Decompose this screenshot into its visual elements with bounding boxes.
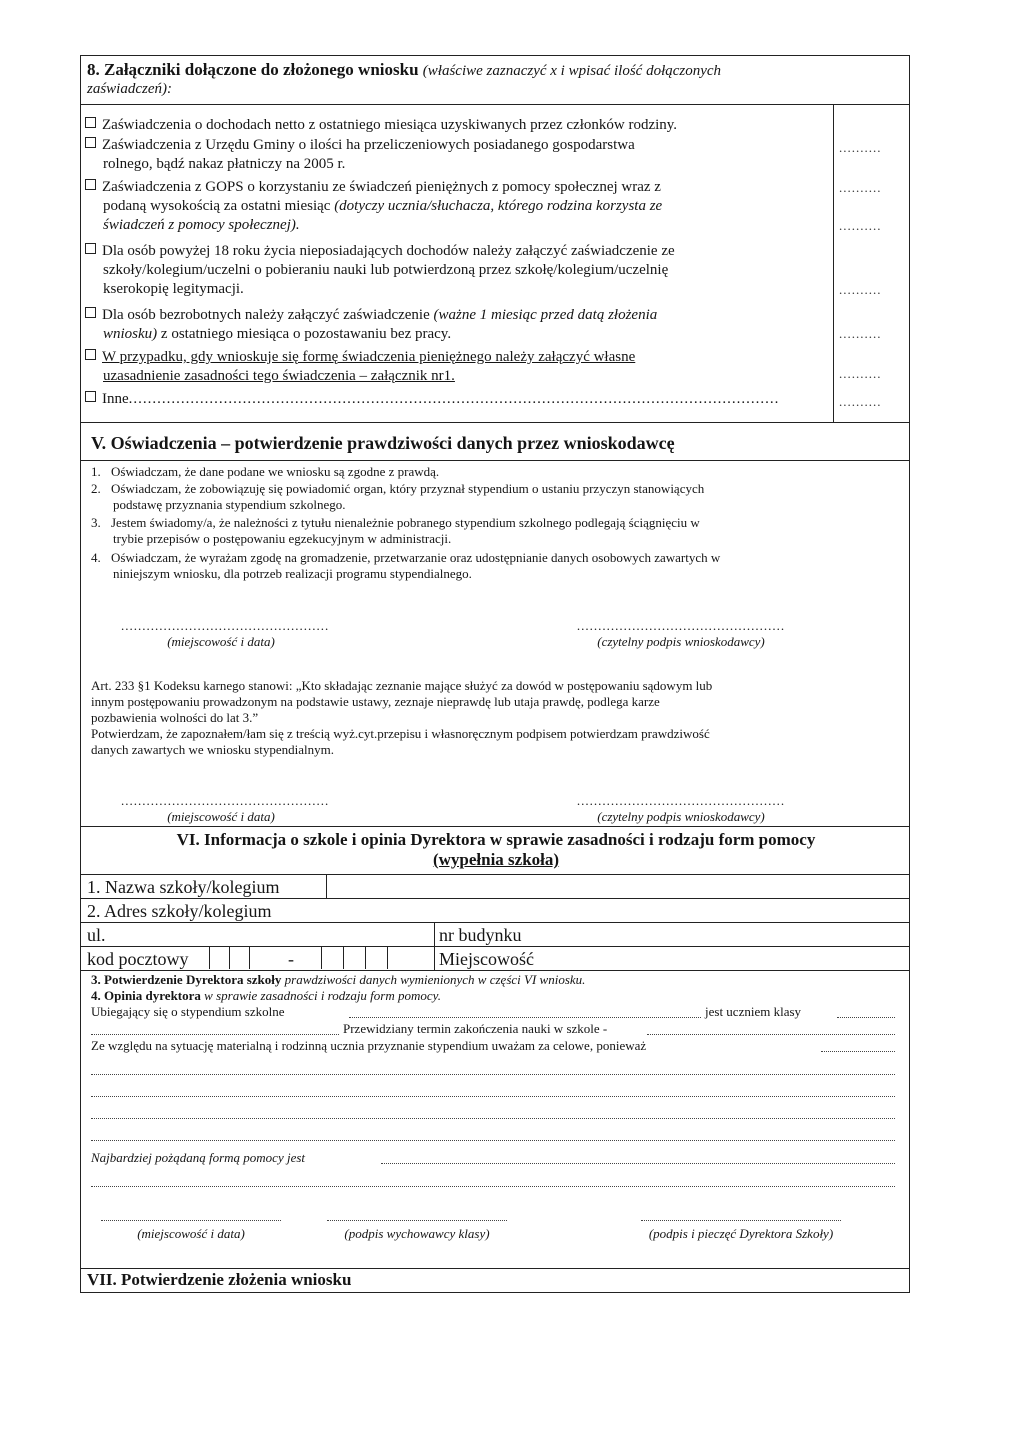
count-column-divider [833, 104, 834, 422]
other-input[interactable]: ......................................................................................................................................... [128, 391, 780, 407]
attachment-item-2: Zaświadczenia z Urzędu Gminy o ilości ha przeliczeniowych posiadanego gospodarstwa rolnego, bądź nakaz płatniczy na 2005 r. [85, 136, 810, 174]
statement-2: 2. Oświadczam, że zobowiązuję się powiadomić organ, który przyznał stypendium o ustaniu przyczyn stanowiących podstawę przyznania stypendium szkolnego. [91, 481, 705, 512]
term-label: Przewidziany termin zakończenia nauki w szkole - [343, 1021, 608, 1036]
applicant-signature-1: ................................................. (czytelny podpis wnioskodawcy) [561, 618, 801, 650]
postal-box-divider [209, 947, 210, 969]
attachment-item-4: Dla osób powyżej 18 roku życia nieposiadających dochodów należy załączyć zaświadczenie ze szkoły/kolegium/uczelni o pobieraniu nauki lub potwierdzoną przez szkołę/kolegium/uczelnię kserokopię legitymacji. [85, 242, 810, 299]
place-date-signature-1: ................................................. (miejscowość i data) [121, 618, 330, 649]
signature-field[interactable]: ................................................. [576, 793, 786, 808]
checkbox[interactable] [85, 137, 96, 148]
postal-box-divider [321, 947, 322, 969]
section8-title: 8. Załączniki dołączone do złożonego wniosku [87, 60, 419, 79]
postal-box-divider [229, 947, 230, 969]
count-field[interactable]: .......... [839, 180, 882, 195]
postal-digit-5[interactable] [367, 948, 383, 968]
place-date-signature-2: ................................................. (miejscowość i data) [121, 793, 330, 824]
divider [326, 874, 327, 898]
divider [81, 922, 909, 923]
place-date-field[interactable]: ................................................. [121, 793, 330, 808]
checkbox[interactable] [85, 243, 96, 254]
preferred-form-label: Najbardziej pożądaną formą pomocy jest [91, 1150, 306, 1165]
reason-field[interactable] [821, 1051, 895, 1052]
director-opinion: 4. Opinia dyrektora w sprawie zasadności i rodzaju form pomocy. [91, 988, 441, 1003]
section8-header [87, 60, 902, 80]
director-signature-caption: (podpis i pieczęć Dyrektora Szkoły) [648, 1226, 834, 1241]
attachment-item-other: Inne......................................................................................................................................... [85, 390, 810, 409]
place-date-caption: (miejscowość i data) [137, 1226, 245, 1241]
place-date-field[interactable] [101, 1220, 281, 1221]
divider [81, 874, 909, 875]
director-signature-field[interactable] [641, 1220, 841, 1221]
postal-dash: - [288, 949, 294, 969]
school-name-input[interactable] [329, 876, 907, 896]
postal-digit-4[interactable] [345, 948, 361, 968]
checkbox[interactable] [85, 307, 96, 318]
postal-box-divider [249, 947, 250, 969]
count-field[interactable]: .......... [839, 366, 882, 381]
attachment-item-6: W przypadku, gdy wnioskuje się formę świadczenia pieniężnego należy załączyć własne uzasadnienie zasadności tego świadczenia – załącznik nr1. [85, 348, 810, 386]
teacher-signature-caption: (podpis wychowawcy klasy) [344, 1226, 490, 1241]
penal-code-notice: Art. 233 §1 Kodeksu karnego stanowi: „Kto składając zeznanie mające służyć za dowód w postępowaniu sądowym lub innym postępowaniu prowadzonym na podstawie ustawy, zeznaje nieprawdę lub utaja prawdę, podlega karze pozbawienia wolności do lat 3.” Potwierdzam, że zapoznałem/łam się z treścią wyż.cyt.przepisu i własnoręcznym podpisem potwierdzam prawdziwość danych zawartych we wniosku stypendialnym. [91, 678, 713, 757]
divider [81, 104, 909, 105]
term-field[interactable] [647, 1034, 895, 1035]
section8-hint-2: zaświadczeń): [87, 81, 172, 97]
form-page [80, 55, 910, 1293]
checkbox[interactable] [85, 117, 96, 128]
reason-line[interactable] [91, 1096, 895, 1097]
preferred-form-line[interactable] [91, 1186, 895, 1187]
attachment-item-1: Zaświadczenia o dochodach netto z ostatniego miesiąca uzyskiwanych przez członków rodziny. [85, 116, 810, 135]
divider [81, 946, 909, 947]
divider [81, 1268, 909, 1269]
building-no-label: nr budynku [439, 925, 522, 945]
divider [81, 460, 909, 461]
postal-digit-1[interactable] [211, 948, 227, 968]
preferred-form-field[interactable] [381, 1163, 895, 1164]
school-address-label: 2. Adres szkoły/kolegium [87, 901, 272, 921]
divider [81, 898, 909, 899]
section7-title: VII. Potwierdzenie złożenia wniosku [87, 1270, 352, 1289]
count-field[interactable]: .......... [839, 218, 882, 233]
section5-title: V. Oświadczenia – potwierdzenie prawdziwości danych przez wnioskodawcę [91, 433, 675, 453]
section8-hint: (właściwe zaznaczyć x i wpisać ilość dołączonych [422, 63, 722, 79]
postal-box-divider [387, 947, 388, 969]
attachment-item-5: Dla osób bezrobotnych należy załączyć zaświadczenie (ważne 1 miesiąc przed datą złożenia wniosku) z ostatniego miesiąca o pozostawaniu bez pracy. [85, 306, 810, 344]
signature-field[interactable]: ................................................. [576, 618, 786, 633]
postal-box-divider [343, 947, 344, 969]
statement-1: 1. Oświadczam, że dane podane we wniosku są zgodne z prawdą. [91, 464, 440, 479]
class-label: jest uczniem klasy [705, 1004, 802, 1019]
checkbox[interactable] [85, 391, 96, 402]
count-field[interactable]: .......... [839, 326, 882, 341]
count-field[interactable]: .......... [839, 140, 882, 155]
postal-digit-3[interactable] [323, 948, 339, 968]
checkbox[interactable] [85, 349, 96, 360]
reason-line[interactable] [91, 1118, 895, 1119]
postal-box-divider [365, 947, 366, 969]
building-no-input[interactable] [541, 924, 901, 944]
divider [81, 826, 909, 827]
reason-label: Ze względu na sytuację materialną i rodzinną ucznia przyznanie stypendium uważam za celowe, ponieważ [91, 1038, 647, 1053]
reason-line[interactable] [91, 1140, 895, 1141]
teacher-signature-field[interactable] [327, 1220, 507, 1221]
reason-line[interactable] [91, 1074, 895, 1075]
postal-code-label: kod pocztowy [87, 949, 189, 969]
city-label: Miejscowość [439, 949, 534, 969]
divider [81, 422, 909, 423]
section6-title: VI. Informacja o szkole i opinia Dyrektora w sprawie zasadności i rodzaju form pomocy (wypełnia szkoła) [176, 830, 816, 869]
attachment-item-3: Zaświadczenia z GOPS o korzystaniu ze świadczeń pieniężnych z pomocy społecznej wraz z podaną wysokością za ostatni miesiąc (dotyczy ucznia/słuchacza, którego rodzina korzysta ze świadczeń z pomocy społecznej). [85, 178, 810, 235]
statement-3: 3. Jestem świadomy/a, że należności z tytułu nienależnie pobranego stypendium szkolnego podlegają ściągnięciu w trybie przepisów o postępowaniu egzekucyjnym w administracji. [91, 515, 700, 546]
postal-digit-2[interactable] [231, 948, 247, 968]
place-date-field[interactable]: ................................................. [121, 618, 330, 633]
count-field[interactable]: .......... [839, 282, 882, 297]
director-confirmation: 3. Potwierdzenie Dyrektora szkoły prawdziwości danych wymienionych w części VI wniosku. [91, 972, 586, 987]
city-input[interactable] [551, 948, 901, 968]
school-name-label: 1. Nazwa szkoły/kolegium [87, 877, 280, 897]
checkbox[interactable] [85, 179, 96, 190]
divider [81, 970, 909, 971]
applicant-signature-2: ................................................. (czytelny podpis wnioskodawcy) [561, 793, 801, 825]
statement-4: 4. Oświadczam, że wyrażam zgodę na gromadzenie, przetwarzanie oraz udostępnianie danych osobowych zawartych w niniejszym wniosku, dla potrzeb realizacji programu stypendialnego. [91, 550, 721, 581]
term-prefix-field[interactable] [91, 1034, 339, 1035]
class-field[interactable] [837, 1017, 895, 1018]
street-label: ul. [87, 925, 106, 945]
applicant-name-field[interactable] [349, 1017, 701, 1018]
count-field[interactable]: .......... [839, 394, 882, 409]
street-input[interactable] [111, 924, 431, 944]
applicant-label: Ubiegający się o stypendium szkolne [91, 1004, 285, 1019]
